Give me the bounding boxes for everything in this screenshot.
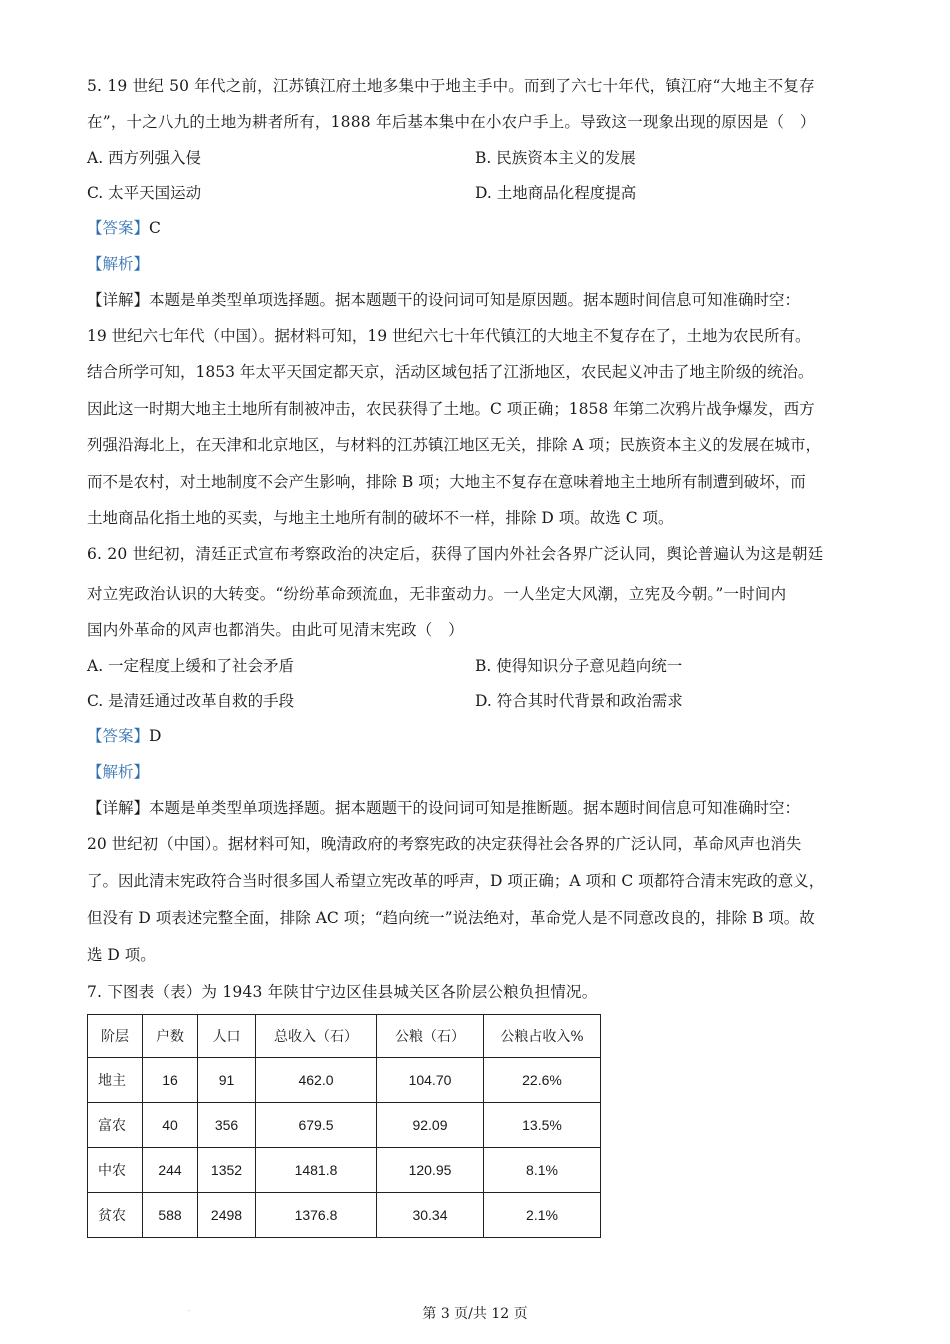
q5-detail-line-2: 19 世纪六七年代（中国）。据材料可知，19 世纪六七十年代镇江的大地主不复存在了，土地为农民所有。: [87, 327, 811, 345]
q6-option-a: A. 一定程度上缓和了社会矛盾: [87, 657, 295, 675]
table-cell: 2498: [198, 1193, 256, 1238]
table-cell: 30.34: [377, 1193, 484, 1238]
q5-stem-line-1: 5. 19 世纪 50 年代之前，江苏镇江府土地多集中于地主手中。而到了六七十年代，镇江府“大地主不复存: [87, 77, 815, 95]
table-row: [88, 1103, 601, 1148]
q6-detail-line-3: 了。因此清末宪政符合当时很多国人希望立宪改革的呼声，D 项正确；A 项和 C 项都符合清末宪政的意义，: [87, 872, 825, 890]
table-cell: 8.1%: [484, 1148, 601, 1193]
detail-tag: 【详解】: [87, 291, 150, 309]
q6-stem-line-2: 对立宪政治认识的大转变。“纷纷革命颈流血，无非蛮动力。一人坐定大风潮，立宪及今朝。”一时间内: [87, 585, 787, 603]
analysis-tag: 【解析】: [87, 255, 150, 273]
table-row: [88, 1058, 601, 1103]
table-header-cell: 总收入（石）: [256, 1015, 377, 1058]
q5-detail-line-5: 列强沿海北上，在天津和北京地区，与材料的江苏镇江地区无关，排除 A 项；民族资本主义的发展在城市，: [87, 436, 822, 454]
footer-dot: .: [188, 1306, 190, 1313]
table-cell: 92.09: [377, 1103, 484, 1148]
table-cell: 588: [143, 1193, 198, 1238]
q6-stem-line-1: 6. 20 世纪初，清廷正式宣布考察政治的决定后，获得了国内外社会各界广泛认同，舆论普遍认为这是朝廷: [87, 545, 824, 563]
q5-detail-line-4: 因此这一时期大地主土地所有制被冲击，农民获得了土地。C 项正确；1858 年第二次鸦片战争爆发，西方: [87, 400, 815, 418]
table-cell: 地主: [88, 1058, 143, 1103]
answer-tag: 【答案】: [87, 219, 150, 237]
table-cell: 13.5%: [484, 1103, 601, 1148]
q5-detail-line-3: 结合所学可知，1853 年太平天国定都天京，活动区域包括了江浙地区，农民起义冲击了地主阶级的统治。: [87, 363, 814, 381]
q5-answer: C: [149, 219, 161, 237]
table-cell: 356: [198, 1103, 256, 1148]
table-header-cell: 阶层: [88, 1015, 143, 1058]
table-cell: 120.95: [377, 1148, 484, 1193]
table-header-cell: 公粮占收入%: [484, 1015, 601, 1058]
q5-detail-line-7: 土地商品化指土地的买卖，与地主土地所有制的破坏不一样，排除 D 项。故选 C 项。: [87, 509, 674, 527]
table-cell: 富农: [88, 1103, 143, 1148]
q6-option-b: B. 使得知识分子意见趋向统一: [475, 657, 683, 675]
table-cell: 2.1%: [484, 1193, 601, 1238]
table-header-cell: 户数: [143, 1015, 198, 1058]
q5-option-c: C. 太平天国运动: [87, 184, 202, 202]
q6-answer: D: [149, 727, 162, 745]
q5-option-b: B. 民族资本主义的发展: [475, 149, 636, 167]
table-cell: 贫农: [88, 1193, 143, 1238]
q5-option-a: A. 西方列强入侵: [87, 149, 202, 167]
q5-stem-line-2: 在”，十之八九的土地为耕者所有，1888 年后基本集中在小农户手上。导致这一现象出现的原因是（ ）: [87, 113, 816, 131]
q5-detail-text-1: 本题是单类型单项选择题。据本题题干的设问词可知是原因题。据本题时间信息可知准确时空：: [149, 291, 801, 309]
table-cell: 1481.8: [256, 1148, 377, 1193]
table-cell: 22.6%: [484, 1058, 601, 1103]
table-cell: 1376.8: [256, 1193, 377, 1238]
grain-burden-table: [87, 1014, 601, 1238]
answer-tag: 【答案】: [87, 727, 150, 745]
table-cell: 40: [143, 1103, 198, 1148]
table-header-cell: 公粮（石）: [377, 1015, 484, 1058]
table-cell: 244: [143, 1148, 198, 1193]
page-footer: 第 3 页/共 12 页: [422, 1306, 528, 1322]
q6-answer-line: [87, 725, 161, 747]
table-cell: 679.5: [256, 1103, 377, 1148]
q6-detail-text-1: 本题是单类型单项选择题。据本题题干的设问词可知是推断题。据本题时间信息可知准确时空：: [149, 799, 801, 817]
table-header-row: [88, 1015, 601, 1058]
q6-option-c: C. 是清廷通过改革自救的手段: [87, 692, 295, 710]
q5-analysis-line: [87, 253, 149, 275]
table-cell: 16: [143, 1058, 198, 1103]
q6-detail-line-1: [87, 797, 800, 819]
table-cell: 1352: [198, 1148, 256, 1193]
table-cell: 中农: [88, 1148, 143, 1193]
q7-stem: 7. 下图表（表）为 1943 年陕甘宁边区佳县城关区各阶层公粮负担情况。: [87, 983, 598, 1001]
q6-detail-line-5: 选 D 项。: [87, 946, 156, 964]
q6-analysis-line: [87, 761, 149, 783]
q5-answer-line: [87, 217, 161, 239]
q6-option-d: D. 符合其时代背景和政治需求: [475, 692, 683, 710]
table-header-cell: 人口: [198, 1015, 256, 1058]
q6-stem-line-3: 国内外革命的风声也都消失。由此可见清末宪政（ ）: [87, 621, 464, 639]
table-cell: 104.70: [377, 1058, 484, 1103]
q6-detail-line-2: 20 世纪初（中国）。据材料可知，晚清政府的考察宪政的决定获得社会各界的广泛认同，革命风声也消失: [87, 835, 802, 853]
q5-detail-line-1: [87, 289, 800, 311]
table-row: [88, 1193, 601, 1238]
table-cell: 462.0: [256, 1058, 377, 1103]
q6-detail-line-4: 但没有 D 项表述完整全面，排除 AC 项；“趋向统一”说法绝对，革命党人是不同意改良的，排除 B 项。故: [87, 909, 815, 927]
q5-detail-line-6: 而不是农村，对土地制度不会产生影响，排除 B 项；大地主不复存在意味着地主土地所有制遭到破坏，而: [87, 473, 806, 491]
detail-tag: 【详解】: [87, 799, 150, 817]
table-row: [88, 1148, 601, 1193]
analysis-tag: 【解析】: [87, 763, 150, 781]
table-cell: 91: [198, 1058, 256, 1103]
q5-option-d: D. 土地商品化程度提高: [475, 184, 637, 202]
